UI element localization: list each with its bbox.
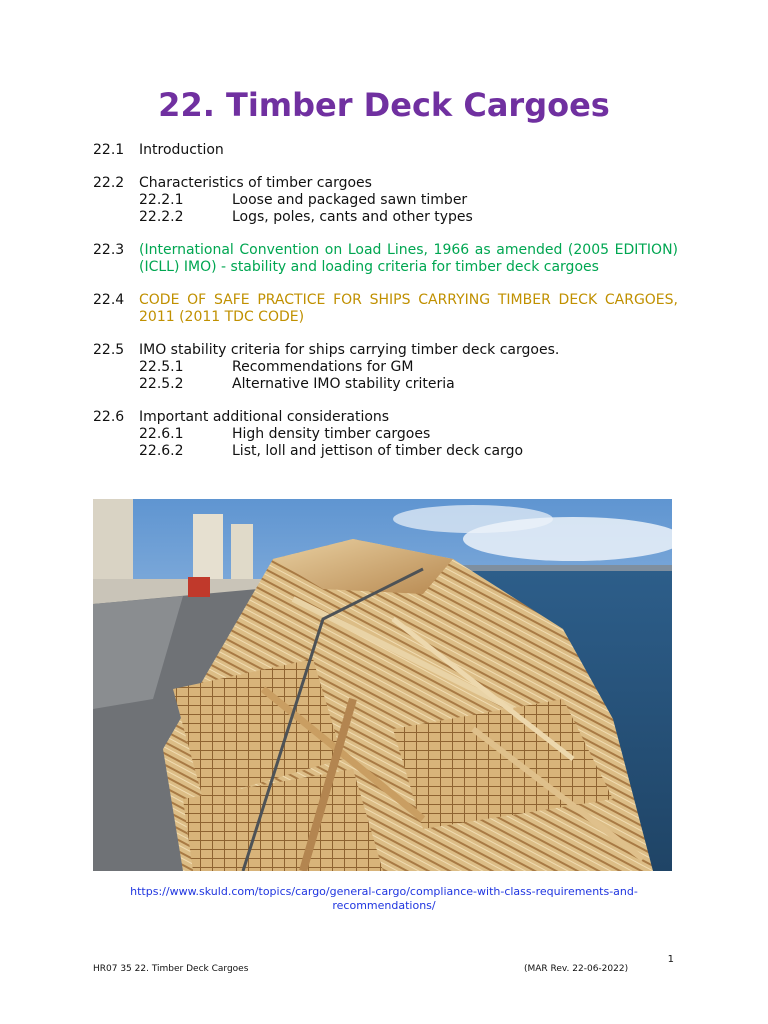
section-title: IMO stability criteria for ships carrying timber deck cargoes. [139, 342, 560, 358]
subsection-number: 22.2.1 [139, 192, 184, 208]
section-number: 22.2 [93, 175, 125, 191]
toc-section-22-1 [93, 142, 678, 159]
section-title-link[interactable]: (International Convention on Load Lines, 1966 as amended (2005 EDITION) (ICLL) IMO) - stability and loading criteria for timber deck cargoes [139, 242, 678, 275]
link-line-1[interactable]: https://www.skuld.com/topics/cargo/general-cargo/compliance-with-class-requirements-and- [130, 885, 638, 898]
toc-subsection [93, 376, 678, 393]
page-title: 22. Timber Deck Cargoes [158, 86, 610, 124]
subsection-number: 22.5.1 [139, 359, 184, 375]
toc-section-22-4 [93, 292, 678, 326]
toc-subsection [93, 209, 678, 226]
section-number: 22.5 [93, 342, 125, 358]
toc-subsection [93, 192, 678, 209]
toc-section-22-3 [93, 242, 678, 276]
timber-cargo-photo [93, 499, 672, 871]
section-number: 22.6 [93, 409, 125, 425]
section-number: 22.3 [93, 242, 125, 258]
page-number: 1 [667, 954, 674, 965]
link-line-2[interactable]: recommendations/ [332, 899, 436, 912]
subsection-title: Recommendations for GM [232, 359, 414, 375]
subsection-title: High density timber cargoes [232, 426, 431, 442]
table-of-contents [93, 142, 678, 476]
footer-document-id: HR07 35 22. Timber Deck Cargoes [93, 964, 249, 974]
toc-subsection [93, 359, 678, 376]
subsection-number: 22.2.2 [139, 209, 184, 225]
source-link[interactable] [100, 885, 668, 913]
section-title: Characteristics of timber cargoes [139, 175, 372, 191]
subsection-number: 22.6.2 [139, 443, 184, 459]
section-number: 22.1 [93, 142, 125, 158]
subsection-number: 22.6.1 [139, 426, 184, 442]
footer-revision: (MAR Rev. 22-06-2022) [524, 964, 629, 974]
toc-section-22-6 [93, 409, 678, 460]
toc-subsection [93, 426, 678, 443]
subsection-title: Loose and packaged sawn timber [232, 192, 468, 208]
subsection-title: Logs, poles, cants and other types [232, 209, 473, 225]
toc-subsection [93, 443, 678, 460]
subsection-title: List, loll and jettison of timber deck cargo [232, 443, 524, 459]
section-title: Important additional considerations [139, 409, 390, 425]
toc-section-22-2 [93, 175, 678, 226]
section-number: 22.4 [93, 292, 125, 308]
toc-section-22-5 [93, 342, 678, 393]
section-title-link[interactable]: CODE OF SAFE PRACTICE FOR SHIPS CARRYING TIMBER DECK CARGOES, 2011 (2011 TDC CODE) [139, 292, 678, 325]
section-title: Introduction [139, 142, 224, 158]
subsection-number: 22.5.2 [139, 376, 184, 392]
subsection-title: Alternative IMO stability criteria [232, 376, 455, 392]
